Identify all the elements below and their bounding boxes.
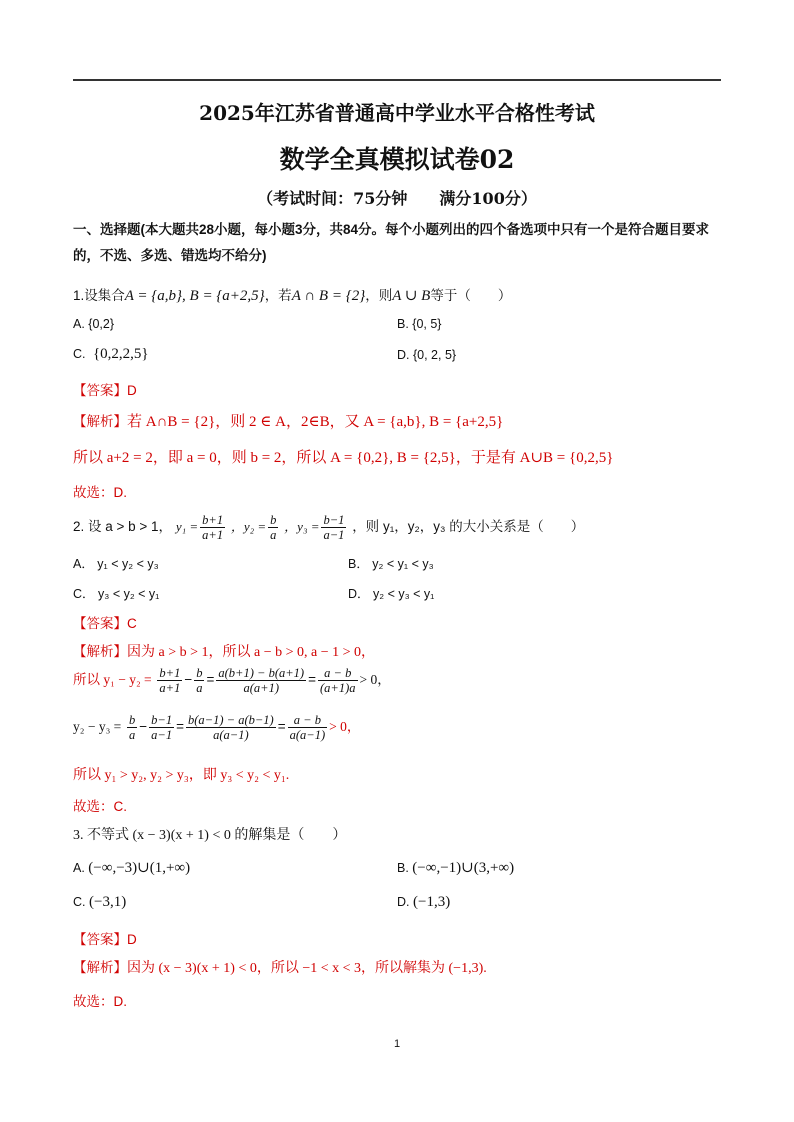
q1-option-b: B. {0, 5} xyxy=(397,317,442,331)
q2-l2-frac1 xyxy=(157,666,182,695)
q2-y2-lhs: ，y₂ = xyxy=(230,519,267,535)
q2-l3-post: > 0， xyxy=(329,719,361,735)
q3-option-b-label: B. xyxy=(397,861,409,875)
q2-l3-frac1-num: b xyxy=(129,713,136,727)
q2-l2-eq: = xyxy=(206,672,215,688)
q3-option-b xyxy=(397,858,514,877)
q2-l2-minus: − xyxy=(184,672,193,688)
q2-stem-b: ，则 y₁，y₂，y₃ 的大小关系是（ ） xyxy=(352,519,585,535)
exam-info: （考试时间：75分钟 满分100分） xyxy=(257,189,537,208)
q2-l3-frac4 xyxy=(288,713,328,742)
q1-stem-cond: A ∩ B = {2} xyxy=(291,288,366,304)
paper-title: 数学全真模拟试卷02 xyxy=(279,145,515,174)
q2-y1-num: b+1 xyxy=(202,513,224,527)
q2-l3-frac3-den: a(a−1) xyxy=(213,728,249,742)
q2-l3-frac3-num: b(a−1) − a(b−1) xyxy=(188,713,274,727)
q3-option-a xyxy=(73,858,190,877)
q2-l2-frac2 xyxy=(194,666,204,695)
q1-option-c-value: {0,2,2,5} xyxy=(92,346,149,362)
q3-choose: 故选：D. xyxy=(73,994,127,1009)
q1-option-c-label: C. xyxy=(73,347,86,361)
q3-option-c-value: (−3,1) xyxy=(88,894,127,910)
q2-y1-frac xyxy=(200,513,225,542)
q1-analysis-line2 xyxy=(73,446,613,467)
q1-option-a: A. {0,2} xyxy=(73,317,115,331)
q2-y3-frac xyxy=(321,513,346,542)
q3-stem xyxy=(73,824,346,844)
q3-option-c-label: C. xyxy=(73,895,86,909)
q3-option-a-value: (−∞,−3)∪(1,+∞) xyxy=(88,860,191,876)
q2-l2-frac3-den: a(a+1) xyxy=(243,681,279,695)
q2-analysis-line1 xyxy=(73,640,375,661)
q2-stem xyxy=(73,513,584,542)
q2-analysis-text1: 因为 a > b > 1，所以 a − b > 0, a − 1 > 0， xyxy=(127,645,376,660)
q1-analysis-text2: 所以 a+2 = 2，即 a = 0，则 b = 2，所以 A = {0,2}, B = {2,5}，于是有 A∪B = {0,2,5} xyxy=(73,450,614,466)
q3-analysis-tag: 【解析】 xyxy=(73,960,127,975)
q2-stem-a: 2. 设 a > b > 1， xyxy=(73,519,173,535)
q2-l2-frac4 xyxy=(318,666,358,695)
q2-y2-frac xyxy=(268,513,278,542)
q1-stem-prefix: 1.设集合 xyxy=(73,288,125,303)
q2-y1-den: a+1 xyxy=(202,528,224,542)
q2-option-c: C． y₃ < y₂ < y₁ xyxy=(73,587,160,601)
q3-option-d-label: D. xyxy=(397,895,410,909)
header-rule xyxy=(73,79,721,81)
q2-l2-frac3-num: a(b+1) − b(a+1) xyxy=(218,666,305,680)
q1-answer xyxy=(73,379,137,399)
q1-stem-then: ，则 xyxy=(365,288,393,303)
q3-option-c xyxy=(73,894,126,911)
q2-l3-frac2-den: a−1 xyxy=(151,728,173,742)
q1-analysis-tag: 【解析】 xyxy=(73,414,127,429)
q1-stem xyxy=(73,284,511,305)
q1-stem-set: A = {a,b}, B = {a+2,5} xyxy=(124,288,265,304)
q1-stem-expr: A ∪ B xyxy=(392,288,431,304)
q2-answer-value: C xyxy=(127,616,137,631)
q2-l3-eq2: = xyxy=(277,719,286,735)
q3-answer xyxy=(73,928,137,948)
q1-answer-value: D xyxy=(127,383,137,398)
q2-l3-frac4-num: a − b xyxy=(288,713,328,728)
q2-l2-frac4-den: (a+1)a xyxy=(319,681,356,695)
q2-l3-frac4-den: a(a−1) xyxy=(289,728,326,742)
q2-y1-lhs: y₁ = xyxy=(175,519,199,535)
q2-analysis-line3 xyxy=(73,713,360,742)
q2-l3-frac2 xyxy=(149,713,174,742)
q3-answer-tag: 【答案】 xyxy=(73,932,127,947)
q2-l3-frac1-den: a xyxy=(129,728,136,742)
q1-analysis-text1: 若 A∩B = {2}，则 2 ∈ A，2∈B，又 A = {a,b}, B = {a+2,5} xyxy=(127,414,504,430)
q1-choose: 故选：D. xyxy=(73,485,127,500)
q2-answer-tag: 【答案】 xyxy=(73,616,127,631)
q2-l3-eq: = xyxy=(176,719,184,735)
q3-analysis-text: 因为 (x − 3)(x + 1) < 0，所以 −1 < x < 3，所以解集为 (−1,3). xyxy=(127,961,487,976)
q3-option-a-label: A. xyxy=(73,861,85,875)
q2-y2-num: b xyxy=(270,513,277,527)
q1-option-d: D. {0, 2, 5} xyxy=(397,348,457,362)
q2-l2-pre: 所以 y₁ − y₂ = xyxy=(73,672,152,688)
q2-l3-frac1 xyxy=(127,713,137,742)
q2-y3-lhs: ，y₃ = xyxy=(284,519,320,535)
q3-option-d-value: (−1,3) xyxy=(412,894,451,910)
q2-analysis-line2 xyxy=(73,666,391,695)
q1-answer-tag: 【答案】 xyxy=(73,383,127,398)
q3-analysis xyxy=(73,956,487,977)
q2-l2-frac2-num: b xyxy=(196,666,203,680)
q2-l2-frac2-den: a xyxy=(196,681,203,695)
q2-l2-frac4-num: a − b xyxy=(318,666,358,681)
q2-l2-eq2: = xyxy=(308,672,316,688)
q3-stem-text: 3. 不等式 (x − 3)(x + 1) < 0 的解集是（ ） xyxy=(73,828,347,843)
q2-analysis-line4 xyxy=(73,764,289,784)
q2-l2-frac1-den: a+1 xyxy=(159,681,181,695)
q1-stem-mid: ，若 xyxy=(264,288,292,303)
q1-stem-suffix: 等于（ ） xyxy=(430,288,512,303)
q2-y3-den: a−1 xyxy=(323,528,345,542)
q2-option-d: D． y₂ < y₃ < y₁ xyxy=(348,587,435,601)
page-number: 1 xyxy=(393,1038,401,1050)
q1-option-c xyxy=(73,346,149,363)
q1-analysis-line1 xyxy=(73,410,503,431)
q2-choose: 故选：C. xyxy=(73,799,127,814)
q2-l3-minus: − xyxy=(139,719,148,735)
q3-option-d xyxy=(397,894,450,911)
section-heading: 一、选择题(本大题共28小题，每小题3分，共84分。每个小题列出的四个备选项中只有一个是符合题目要求的，不选、多选、错选均不给分) xyxy=(73,222,710,263)
q2-option-b: B． y₂ < y₁ < y₃ xyxy=(348,557,434,571)
q2-l2-frac1-num: b+1 xyxy=(159,666,181,680)
q2-l3-pre: y₂ − y₃ = xyxy=(73,719,122,735)
q2-option-a: A． y₁ < y₂ < y₃ xyxy=(73,557,159,571)
q2-analysis-tag: 【解析】 xyxy=(73,644,127,659)
q2-y2-den: a xyxy=(270,528,277,542)
q2-answer xyxy=(73,612,137,632)
q2-l2-post: > 0， xyxy=(359,672,391,688)
q2-l3-frac2-num: b−1 xyxy=(151,713,173,727)
q2-l3-frac3 xyxy=(186,713,276,742)
q2-l2-frac3 xyxy=(216,666,306,695)
q2-analysis-text4: 所以 y₁ > y₂, y₂ > y₃，即 y₃ < y₂ < y₁. xyxy=(73,768,290,783)
q2-y3-num: b−1 xyxy=(323,513,345,527)
q3-option-b-value: (−∞,−1)∪(3,+∞) xyxy=(412,860,515,876)
exam-title: 2025年江苏省普通高中学业水平合格性考试 xyxy=(199,101,595,125)
q3-answer-value: D xyxy=(127,932,137,947)
